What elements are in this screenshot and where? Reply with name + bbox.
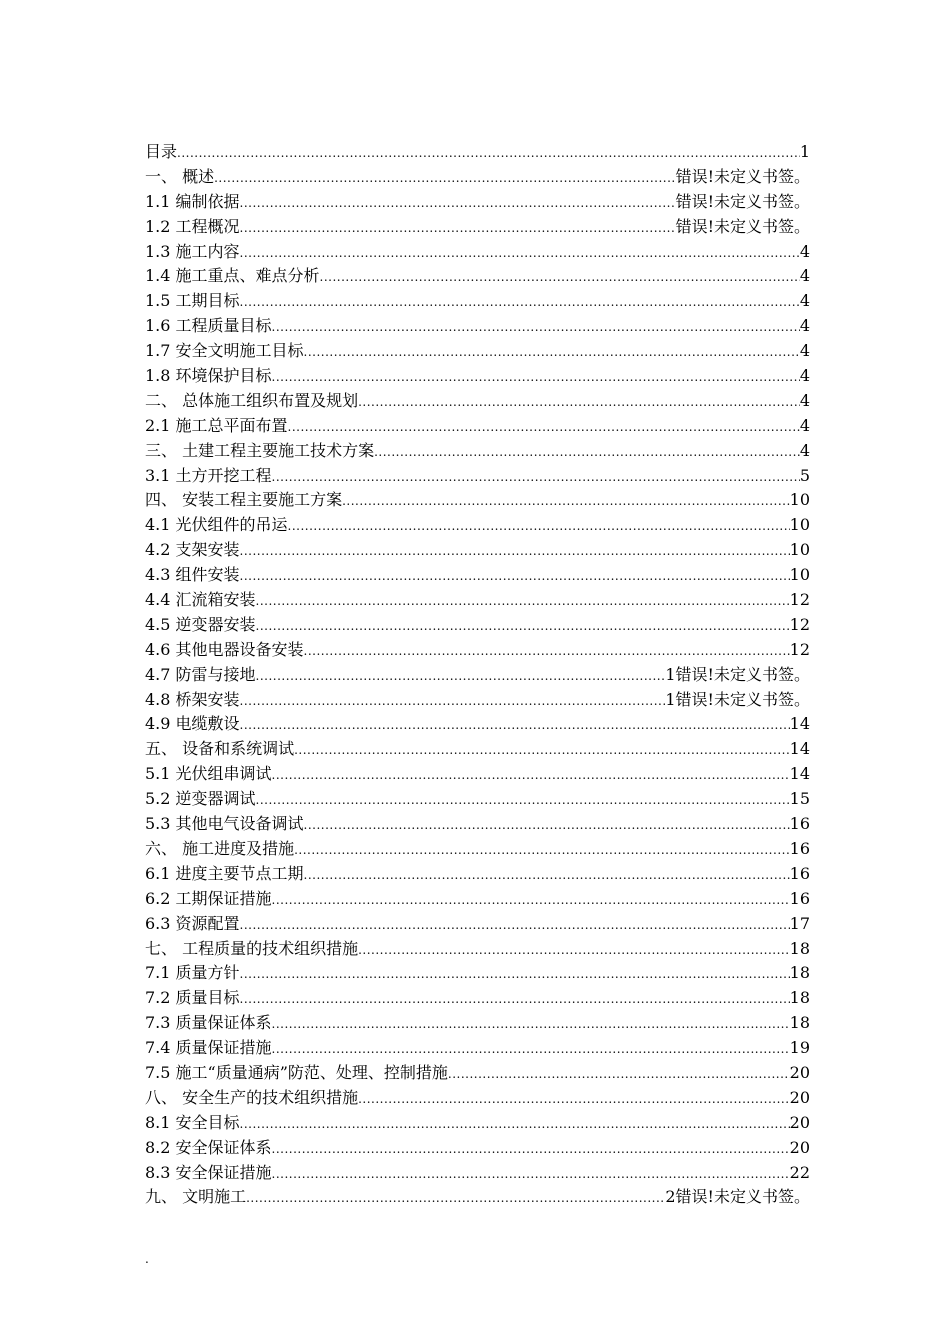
toc-dot-leader (294, 738, 790, 763)
toc-dot-leader (358, 1087, 790, 1112)
toc-entry-page: 12 (789, 614, 810, 634)
toc-entry-title: 4.3 组件安装 (145, 565, 240, 585)
toc-entry-page: 10 (789, 540, 810, 560)
toc-entry-title: 6.1 进度主要节点工期 (145, 863, 304, 883)
toc-entry-title: 5.3 其他电气设备调试 (145, 814, 304, 834)
toc-dot-leader (288, 415, 800, 440)
toc-dot-leader (304, 863, 790, 888)
toc-entry[interactable] (145, 240, 810, 265)
toc-entry[interactable] (145, 140, 810, 165)
toc-entry-page: 16 (789, 838, 810, 858)
toc-entry-page: 18 (789, 988, 810, 1008)
toc-entry-title: 5.2 逆变器调试 (145, 789, 256, 809)
toc-entry[interactable] (145, 787, 810, 812)
toc-entry[interactable] (145, 339, 810, 364)
table-of-contents (145, 140, 810, 1210)
toc-dot-leader (256, 589, 790, 614)
toc-entry-page: 14 (789, 714, 810, 734)
toc-entry[interactable] (145, 862, 810, 887)
toc-entry-page: 16 (789, 814, 810, 834)
toc-entry[interactable] (145, 837, 810, 862)
toc-dot-leader (272, 763, 790, 788)
toc-entry[interactable] (145, 1161, 810, 1186)
toc-entry-title: 1.7 安全文明施工目标 (145, 341, 304, 361)
toc-dot-leader (304, 813, 790, 838)
toc-entry-title: 8.1 安全目标 (145, 1112, 240, 1132)
toc-entry[interactable] (145, 439, 810, 464)
toc-entry-page: 22 (789, 1162, 810, 1182)
toc-entry-title: 7.2 质量目标 (145, 988, 240, 1008)
toc-entry[interactable] (145, 513, 810, 538)
toc-entry-page: 4 (799, 415, 810, 435)
toc-entry-title: 目录 (145, 142, 178, 161)
toc-entry[interactable] (145, 986, 810, 1011)
toc-dot-leader (240, 913, 790, 938)
toc-entry[interactable] (145, 737, 810, 762)
toc-entry-title: 1.2 工程概况 (145, 216, 240, 236)
toc-entry-title: 4.4 汇流箱安装 (145, 590, 256, 610)
toc-entry-page: 1错误!未定义书签。 (665, 664, 810, 684)
toc-dot-leader (272, 1012, 790, 1037)
toc-entry[interactable] (145, 264, 810, 289)
toc-entry-title: 八、 安全生产的技术组织措施 (145, 1087, 359, 1107)
toc-dot-leader (272, 888, 790, 913)
toc-entry-title: 4.6 其他电器设备安装 (145, 639, 304, 659)
toc-dot-leader (272, 315, 800, 340)
toc-entry-page: 4 (799, 390, 810, 410)
toc-entry-title: 4.1 光伏组件的吊运 (145, 515, 288, 535)
toc-dot-leader (240, 962, 790, 987)
toc-entry-page: 14 (789, 764, 810, 784)
toc-entry-title: 4.9 电缆敷设 (145, 714, 240, 734)
toc-dot-leader (240, 191, 676, 216)
toc-entry-title: 4.8 桥架安装 (145, 689, 240, 709)
toc-entry-title: 二、 总体施工组织布置及规划 (145, 390, 359, 410)
toc-entry[interactable] (145, 912, 810, 937)
toc-entry[interactable] (145, 961, 810, 986)
toc-dot-leader (240, 290, 800, 315)
toc-entry-page: 20 (789, 1062, 810, 1082)
toc-entry-title: 6.2 工期保证措施 (145, 888, 272, 908)
toc-entry[interactable] (145, 364, 810, 389)
toc-dot-leader (272, 465, 800, 490)
toc-dot-leader (240, 1112, 790, 1137)
toc-entry[interactable] (145, 1111, 810, 1136)
toc-entry[interactable] (145, 663, 810, 688)
toc-entry[interactable] (145, 688, 810, 713)
toc-dot-leader (294, 838, 790, 863)
toc-entry-title: 7.1 质量方针 (145, 963, 240, 983)
toc-entry[interactable] (145, 190, 810, 215)
toc-dot-leader (240, 241, 800, 266)
toc-entry-page: 错误!未定义书签。 (675, 166, 810, 186)
toc-entry-page: 20 (789, 1112, 810, 1132)
toc-entry-page: 19 (789, 1038, 810, 1058)
toc-dot-leader (240, 216, 676, 241)
toc-dot-leader (448, 1062, 790, 1087)
toc-entry-page: 4 (799, 316, 810, 336)
toc-entry[interactable] (145, 215, 810, 240)
toc-entry[interactable] (145, 1061, 810, 1086)
toc-entry[interactable] (145, 563, 810, 588)
toc-dot-leader (256, 614, 790, 639)
toc-entry-title: 4.5 逆变器安装 (145, 614, 256, 634)
toc-dot-leader (256, 788, 790, 813)
toc-entry-page: 10 (789, 565, 810, 585)
toc-entry-title: 7.4 质量保证措施 (145, 1038, 272, 1058)
toc-entry-page: 1错误!未定义书签。 (665, 689, 810, 709)
toc-entry-title: 7.3 质量保证体系 (145, 1013, 272, 1033)
toc-entry[interactable] (145, 1086, 810, 1111)
toc-entry[interactable] (145, 1011, 810, 1036)
toc-entry-page: 17 (789, 913, 810, 933)
toc-entry-title: 三、 土建工程主要施工技术方案 (145, 440, 375, 460)
toc-entry-page: 4 (799, 266, 810, 286)
toc-entry[interactable] (145, 762, 810, 787)
toc-entry-title: 四、 安装工程主要施工方案 (145, 490, 343, 510)
toc-dot-leader (272, 1037, 790, 1062)
toc-entry-title: 九、 文明施工 (145, 1187, 247, 1207)
toc-entry-page: 4 (799, 440, 810, 460)
toc-entry-title: 1.6 工程质量目标 (145, 316, 272, 336)
toc-entry-title: 1.3 施工内容 (145, 241, 240, 261)
toc-entry-page: 4 (799, 241, 810, 261)
toc-dot-leader (240, 713, 790, 738)
toc-entry-title: 3.1 土方开挖工程 (145, 465, 272, 485)
toc-dot-leader (358, 938, 790, 963)
toc-entry-page: 20 (789, 1087, 810, 1107)
toc-entry-title: 4.2 支架安装 (145, 540, 240, 560)
toc-entry[interactable] (145, 289, 810, 314)
toc-entry-title: 1.5 工期目标 (145, 291, 240, 311)
toc-entry-page: 5 (799, 465, 810, 485)
toc-entry-page: 错误!未定义书签。 (675, 216, 810, 236)
toc-entry-title: 五、 设备和系统调试 (145, 739, 295, 759)
toc-dot-leader (304, 340, 800, 365)
toc-entry-page: 18 (789, 963, 810, 983)
toc-entry-title: 2.1 施工总平面布置 (145, 415, 288, 435)
toc-entry-page: 18 (789, 1013, 810, 1033)
toc-entry[interactable] (145, 1136, 810, 1161)
toc-entry-title: 6.3 资源配置 (145, 913, 240, 933)
toc-entry[interactable] (145, 887, 810, 912)
toc-dot-leader (240, 689, 666, 714)
toc-dot-leader (342, 489, 790, 514)
toc-entry-page: 12 (789, 639, 810, 659)
toc-entry-title: 8.3 安全保证措施 (145, 1162, 272, 1182)
toc-entry[interactable] (145, 638, 810, 663)
toc-entry-page: 10 (789, 490, 810, 510)
toc-dot-leader (288, 514, 790, 539)
toc-dot-leader (374, 440, 800, 465)
toc-entry[interactable] (145, 588, 810, 613)
toc-entry-page: 4 (799, 341, 810, 361)
toc-entry[interactable] (145, 464, 810, 489)
toc-entry-title: 5.1 光伏组串调试 (145, 764, 272, 784)
toc-entry[interactable] (145, 414, 810, 439)
toc-entry-page: 18 (789, 938, 810, 958)
toc-dot-leader (214, 166, 675, 191)
toc-entry-page: 12 (789, 590, 810, 610)
toc-entry[interactable] (145, 538, 810, 563)
toc-entry[interactable] (145, 314, 810, 339)
toc-entry-page: 20 (789, 1137, 810, 1157)
toc-entry-page: 16 (789, 863, 810, 883)
toc-entry-title: 1.8 环境保护目标 (145, 366, 272, 386)
toc-entry[interactable] (145, 937, 810, 962)
toc-entry[interactable] (145, 165, 810, 190)
toc-entry-title: 4.7 防雷与接地 (145, 664, 256, 684)
toc-entry[interactable] (145, 488, 810, 513)
toc-entry[interactable] (145, 1185, 810, 1210)
toc-entry-title: 8.2 安全保证体系 (145, 1137, 272, 1157)
toc-dot-leader (177, 141, 800, 166)
toc-entry[interactable] (145, 389, 810, 414)
toc-entry-title: 一、 概述 (145, 166, 215, 186)
footer-mark: . (145, 1252, 149, 1266)
toc-entry[interactable] (145, 712, 810, 737)
toc-entry-title: 1.4 施工重点、难点分析 (145, 266, 320, 286)
toc-entry-page: 4 (799, 291, 810, 311)
toc-entry-page: 15 (789, 789, 810, 809)
toc-entry[interactable] (145, 812, 810, 837)
toc-entry-title: 7.5 施工“质量通病”防范、处理、控制措施 (145, 1062, 448, 1082)
toc-entry-title: 1.1 编制依据 (145, 191, 240, 211)
toc-entry-page: 14 (789, 739, 810, 759)
toc-entry-title: 六、 施工进度及措施 (145, 838, 295, 858)
toc-entry[interactable] (145, 1036, 810, 1061)
toc-entry-page: 2错误!未定义书签。 (665, 1187, 810, 1207)
toc-dot-leader (256, 664, 666, 689)
toc-entry-page: 错误!未定义书签。 (675, 191, 810, 211)
toc-dot-leader (272, 1137, 790, 1162)
toc-dot-leader (240, 564, 790, 589)
toc-dot-leader (240, 987, 790, 1012)
toc-dot-leader (320, 265, 800, 290)
toc-entry-page: 10 (789, 515, 810, 535)
toc-entry-page: 1 (799, 142, 810, 161)
toc-dot-leader (272, 365, 800, 390)
toc-entry-page: 16 (789, 888, 810, 908)
toc-dot-leader (304, 639, 790, 664)
toc-dot-leader (240, 539, 790, 564)
toc-dot-leader (358, 390, 800, 415)
toc-dot-leader (272, 1162, 790, 1187)
toc-entry-page: 4 (799, 366, 810, 386)
toc-entry[interactable] (145, 613, 810, 638)
toc-entry-title: 七、 工程质量的技术组织措施 (145, 938, 359, 958)
toc-dot-leader (246, 1186, 665, 1211)
